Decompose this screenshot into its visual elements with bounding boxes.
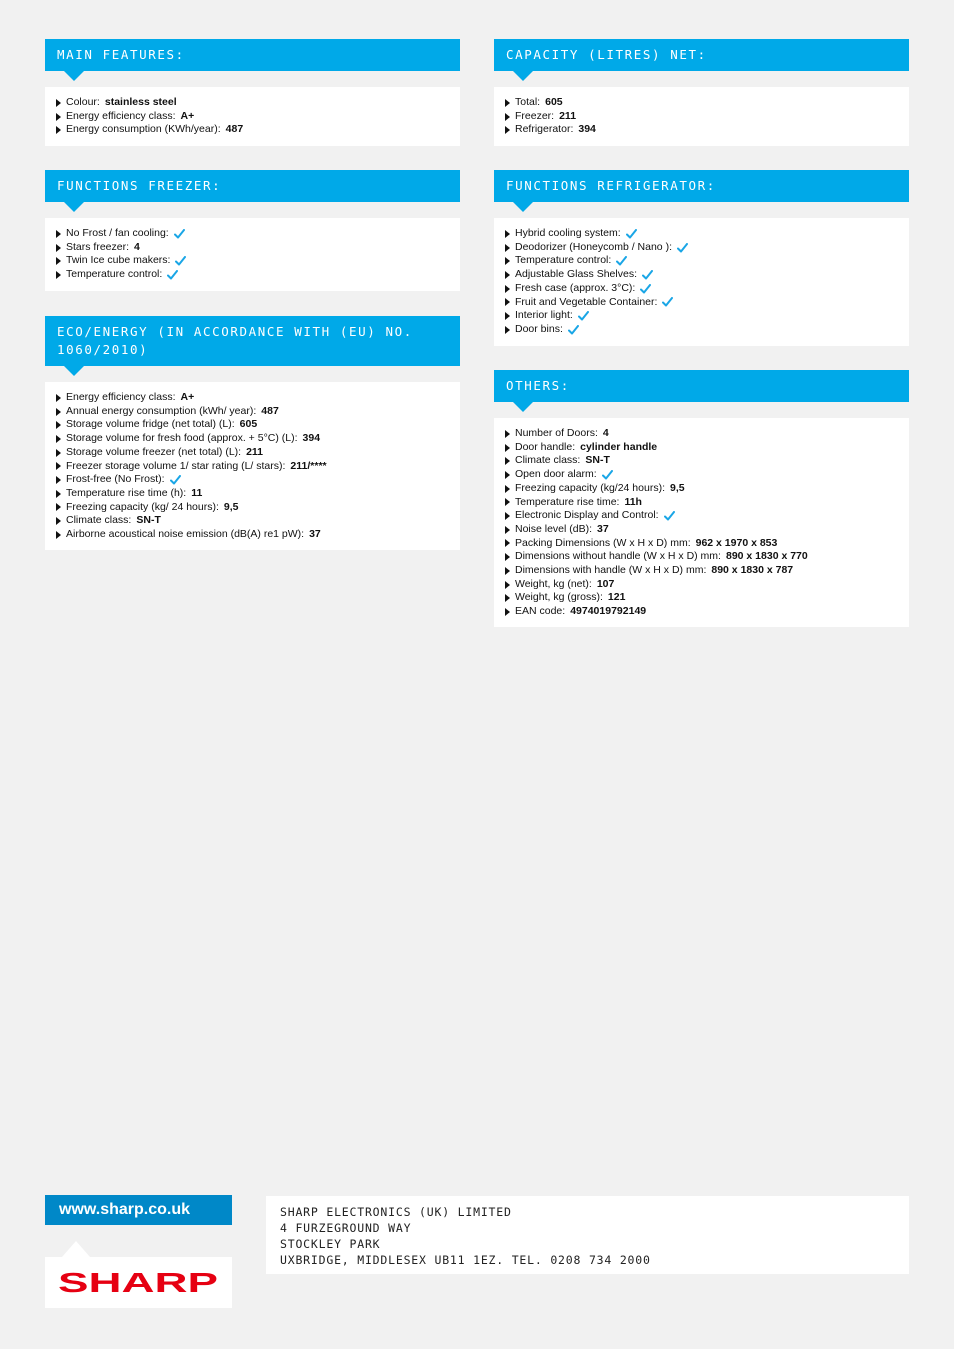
spec-value: 605 xyxy=(545,96,563,108)
spec-value: A+ xyxy=(180,109,195,122)
spec-label: Weight, kg (gross): xyxy=(515,591,603,604)
sharp-logo-text: SHARP xyxy=(58,1267,218,1298)
bullet-triangle-icon xyxy=(505,567,510,575)
section-title: CAPACITY (LITRES) NET: xyxy=(506,47,707,62)
spec-value: 394 xyxy=(578,123,596,136)
spec-label: Weight, kg (net): xyxy=(515,577,592,590)
spec-row xyxy=(505,591,898,605)
spec-label: Energy consumption (KWh/year): xyxy=(66,123,221,136)
spec-value: 9,5 xyxy=(223,500,239,513)
spec-label: No Frost / fan cooling: xyxy=(66,227,169,239)
spec-row xyxy=(56,405,449,419)
bullet-triangle-icon xyxy=(505,608,510,616)
spec-row xyxy=(56,391,449,405)
spec-value: 11 xyxy=(191,486,203,499)
spec-row xyxy=(56,528,449,542)
spec-label: Packing Dimensions (W x H x D) mm: xyxy=(515,536,691,549)
spec-label: Refrigerator: xyxy=(515,123,574,136)
spec-label: Fruit and Vegetable Container: xyxy=(515,295,658,308)
checkmark-icon xyxy=(602,470,613,480)
header-notch xyxy=(63,70,85,81)
section-header xyxy=(45,170,460,202)
header-notch xyxy=(512,401,534,412)
spec-label: Number of Doors: xyxy=(515,427,598,439)
bullet-triangle-icon xyxy=(505,312,510,320)
spec-label: Freezing capacity (kg/ 24 hours): xyxy=(66,500,219,513)
spec-value: 605 xyxy=(239,418,258,431)
spec-value: 394 xyxy=(302,432,321,445)
section-header xyxy=(45,39,460,71)
spec-row xyxy=(56,123,449,137)
spec-row xyxy=(56,96,449,110)
spec-value: 121 xyxy=(607,591,626,604)
checkmark-icon xyxy=(616,256,627,266)
checkmark-icon xyxy=(170,475,181,485)
spec-label: Temperature rise time (h): xyxy=(66,486,187,499)
spec-label: Fresh case (approx. 3°C): xyxy=(515,281,636,294)
spec-row xyxy=(56,110,449,124)
spec-row xyxy=(56,268,449,282)
header-notch xyxy=(512,70,534,81)
checkmark-icon xyxy=(578,311,589,321)
spec-label: Annual energy consumption (kWh/ year): xyxy=(66,404,257,417)
sharp-logo-mark xyxy=(58,1267,220,1299)
spec-list xyxy=(45,87,460,146)
spec-list xyxy=(45,218,460,291)
address-line: 4 FURZEGROUND WAY xyxy=(280,1221,412,1235)
bullet-triangle-icon xyxy=(56,394,61,402)
bullet-triangle-icon xyxy=(505,457,510,465)
spec-value: 211 xyxy=(559,109,577,122)
spec-value: 9,5 xyxy=(669,481,685,494)
checkmark-icon xyxy=(677,243,688,253)
bullet-triangle-icon xyxy=(505,126,510,134)
spec-row xyxy=(505,296,898,310)
spec-value: stainless steel xyxy=(104,96,177,108)
spec-row xyxy=(505,309,898,323)
bullet-triangle-icon xyxy=(56,271,61,279)
spec-label: Storage volume for fresh food (approx. + 5°C) (L): xyxy=(66,432,298,445)
bullet-triangle-icon xyxy=(56,257,61,265)
section-header xyxy=(494,370,909,402)
panel-others xyxy=(494,370,909,627)
header-notch xyxy=(63,365,85,376)
section-title: ECO/ENERGY (IN ACCORDANCE WITH (EU) NO. 1060/2010) xyxy=(57,324,413,357)
spec-row xyxy=(56,446,449,460)
bullet-triangle-icon xyxy=(505,512,510,520)
spec-row xyxy=(505,482,898,496)
bullet-triangle-icon xyxy=(56,126,61,134)
bullet-triangle-icon xyxy=(505,257,510,265)
address-line: SHARP ELECTRONICS (UK) LIMITED xyxy=(280,1205,512,1219)
bullet-triangle-icon xyxy=(56,476,61,484)
bullet-triangle-icon xyxy=(56,462,61,470)
spec-label: Climate class: xyxy=(66,514,132,527)
bullet-triangle-icon xyxy=(505,498,510,506)
spec-row xyxy=(505,427,898,441)
spec-label: Storage volume freezer (net total) (L): xyxy=(66,445,242,458)
spec-value: 211 xyxy=(246,445,264,458)
checkmark-icon xyxy=(626,229,637,239)
spec-label: Airborne acoustical noise emission (dB(A) re1 pW): xyxy=(66,528,305,541)
checkmark-icon xyxy=(175,256,186,266)
panel-eco-energy xyxy=(45,316,460,550)
spec-label: Deodorizer (Honeycomb / Nano ): xyxy=(515,240,672,253)
checkmark-icon xyxy=(167,270,178,280)
bullet-triangle-icon xyxy=(505,244,510,252)
spec-row xyxy=(505,268,898,282)
bullet-triangle-icon xyxy=(505,526,510,534)
spec-label: Dimensions with handle (W x H x D) mm: xyxy=(515,564,707,577)
panel-main-features xyxy=(45,39,460,146)
bullet-triangle-icon xyxy=(56,230,61,238)
spec-value: 962 x 1970 x 853 xyxy=(695,536,778,549)
spec-value: 890 x 1830 x 770 xyxy=(725,550,808,563)
spec-row xyxy=(56,487,449,501)
section-title: FUNCTIONS REFRIGERATOR: xyxy=(506,178,716,193)
spec-row xyxy=(505,123,898,137)
spec-label: Temperature rise time: xyxy=(515,495,620,508)
spec-row xyxy=(505,241,898,255)
spec-row xyxy=(56,227,449,241)
spec-label: Energy efficiency class: xyxy=(66,109,176,122)
bullet-triangle-icon xyxy=(505,553,510,561)
spec-row xyxy=(505,323,898,337)
spec-value: 4 xyxy=(134,240,140,253)
spec-label: Stars freezer: xyxy=(66,240,130,253)
spec-label: Open door alarm: xyxy=(515,468,597,481)
spec-label: Storage volume fridge (net total) (L): xyxy=(66,418,235,431)
spec-row xyxy=(505,282,898,296)
bullet-triangle-icon xyxy=(56,99,61,107)
spec-row xyxy=(505,509,898,523)
spec-row xyxy=(56,241,449,255)
spec-row xyxy=(56,254,449,268)
checkmark-icon xyxy=(662,297,673,307)
spec-label: Freezing capacity (kg/24 hours): xyxy=(515,481,665,494)
bullet-triangle-icon xyxy=(56,421,61,429)
bullet-triangle-icon xyxy=(56,449,61,457)
checkmark-icon xyxy=(664,511,675,521)
bullet-triangle-icon xyxy=(56,435,61,443)
spec-label: Door bins: xyxy=(515,322,563,335)
bullet-triangle-icon xyxy=(56,244,61,252)
bullet-triangle-icon xyxy=(505,326,510,334)
spec-value: SN-T xyxy=(585,454,610,467)
spec-value: 11h xyxy=(624,495,642,508)
section-header xyxy=(494,170,909,202)
spec-row xyxy=(56,432,449,446)
spec-value: 487 xyxy=(225,123,244,136)
spec-row xyxy=(505,110,898,124)
spec-value: 890 x 1830 x 787 xyxy=(711,564,794,577)
spec-label: Climate class: xyxy=(515,454,581,467)
spec-label: Freezer: xyxy=(515,109,555,122)
spec-row xyxy=(505,454,898,468)
spec-list xyxy=(494,418,909,627)
checkmark-icon xyxy=(568,325,579,335)
bullet-triangle-icon xyxy=(56,503,61,511)
checkmark-icon xyxy=(642,270,653,280)
bullet-triangle-icon xyxy=(56,408,61,416)
spec-value: 107 xyxy=(596,577,615,590)
spec-row xyxy=(505,441,898,455)
spec-value: 211/**** xyxy=(290,459,327,472)
bullet-triangle-icon xyxy=(505,539,510,547)
sharp-logo xyxy=(45,1257,232,1308)
bullet-triangle-icon xyxy=(56,490,61,498)
spec-label: Total: xyxy=(515,96,541,108)
spec-value: SN-T xyxy=(136,514,161,527)
spec-value: 4974019792149 xyxy=(570,605,647,618)
spec-value: 487 xyxy=(261,404,279,417)
spec-row xyxy=(505,227,898,241)
bullet-triangle-icon xyxy=(56,517,61,525)
spec-list xyxy=(494,218,909,346)
bullet-triangle-icon xyxy=(505,594,510,602)
spec-list xyxy=(45,382,460,550)
spec-row xyxy=(505,468,898,482)
bullet-triangle-icon xyxy=(505,581,510,589)
spec-label: Interior light: xyxy=(515,309,573,322)
spec-row xyxy=(56,460,449,474)
spec-label: Freezer storage volume 1/ star rating (L/ stars): xyxy=(66,459,286,472)
bullet-triangle-icon xyxy=(56,113,61,121)
spec-value: 37 xyxy=(309,528,321,541)
spec-label: EAN code: xyxy=(515,605,566,618)
spec-label: Temperature control: xyxy=(515,254,612,267)
logo-notch xyxy=(62,1241,90,1257)
spec-label: Colour: xyxy=(66,96,100,108)
spec-label: Noise level (dB): xyxy=(515,522,593,535)
spec-label: Twin Ice cube makers: xyxy=(66,254,171,267)
section-title: MAIN FEATURES: xyxy=(57,47,185,62)
bullet-triangle-icon xyxy=(505,230,510,238)
spec-label: Adjustable Glass Shelves: xyxy=(515,268,637,281)
checkmark-icon xyxy=(174,229,185,239)
spec-row xyxy=(505,550,898,564)
spec-row xyxy=(56,418,449,432)
bullet-triangle-icon xyxy=(505,113,510,121)
spec-row xyxy=(56,514,449,528)
bullet-triangle-icon xyxy=(505,444,510,452)
bullet-triangle-icon xyxy=(505,298,510,306)
panel-capacity xyxy=(494,39,909,146)
bullet-triangle-icon xyxy=(505,471,510,479)
bullet-triangle-icon xyxy=(505,271,510,279)
spec-row xyxy=(505,496,898,510)
section-header xyxy=(494,39,909,71)
header-notch xyxy=(512,201,534,212)
spec-row xyxy=(505,578,898,592)
section-title: FUNCTIONS FREEZER: xyxy=(57,178,222,193)
website-link[interactable]: www.sharp.co.uk xyxy=(45,1195,232,1225)
spec-row xyxy=(505,254,898,268)
bullet-triangle-icon xyxy=(505,285,510,293)
spec-row xyxy=(56,501,449,515)
spec-label: Door handle: xyxy=(515,440,576,453)
spec-row xyxy=(505,96,898,110)
spec-value: cylinder handle xyxy=(580,440,658,453)
spec-value: 4 xyxy=(602,427,609,439)
company-address xyxy=(266,1196,909,1274)
bullet-triangle-icon xyxy=(505,485,510,493)
spec-label: Frost-free (No Frost): xyxy=(66,473,165,486)
spec-value: 37 xyxy=(597,522,609,535)
header-notch xyxy=(63,201,85,212)
spec-label: Energy efficiency class: xyxy=(66,391,176,403)
section-title: OTHERS: xyxy=(506,378,570,393)
spec-row xyxy=(505,523,898,537)
address-line: UXBRIDGE, MIDDLESEX UB11 1EZ. TEL. 0208 734 2000 xyxy=(280,1253,651,1267)
spec-label: Hybrid cooling system: xyxy=(515,227,621,239)
bullet-triangle-icon xyxy=(56,531,61,539)
spec-row xyxy=(56,473,449,487)
checkmark-icon xyxy=(640,284,651,294)
spec-row xyxy=(505,564,898,578)
spec-label: Temperature control: xyxy=(66,268,163,281)
spec-row xyxy=(505,537,898,551)
address-line: STOCKLEY PARK xyxy=(280,1237,381,1251)
bullet-triangle-icon xyxy=(505,99,510,107)
spec-value: A+ xyxy=(180,391,195,403)
panel-functions-refrigerator xyxy=(494,170,909,346)
spec-list xyxy=(494,87,909,146)
spec-label: Dimensions without handle (W x H x D) mm: xyxy=(515,550,721,563)
section-header xyxy=(45,316,460,366)
panel-functions-freezer xyxy=(45,170,460,291)
spec-label: Electronic Display and Control: xyxy=(515,509,659,522)
spec-row xyxy=(505,605,898,619)
bullet-triangle-icon xyxy=(505,430,510,438)
